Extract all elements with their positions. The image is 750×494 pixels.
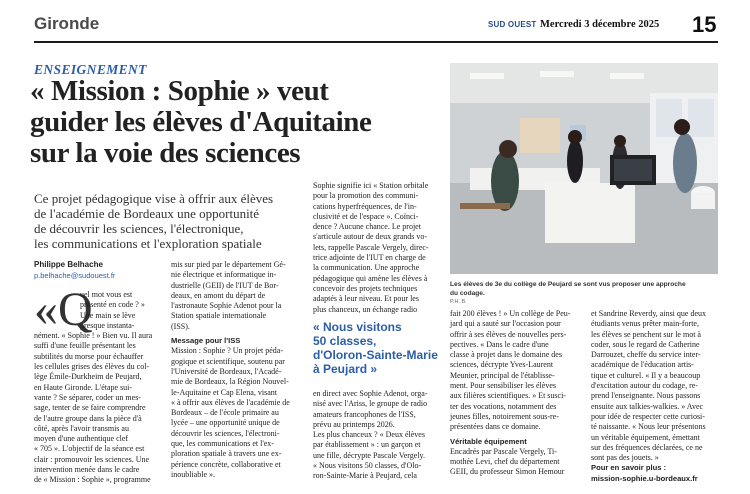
article-lede xyxy=(34,191,324,251)
body-line: Darrouzet, cheffe du service inter- xyxy=(591,350,701,360)
body-line: nément. « Sophie ! » Bien vu. Il aura xyxy=(34,331,153,341)
body-line: mie de Bordeaux, la Région Nouvel- xyxy=(171,377,289,387)
body-column-3 xyxy=(313,181,443,315)
body-line: dustrielle (GEII) de l'IUT de Bor- xyxy=(171,280,279,290)
body-line: vante ? Se séparer, coder un mes- xyxy=(34,392,141,402)
photo-credit: P.H. B. xyxy=(450,299,467,305)
body-line: prévu au printemps 2026. xyxy=(313,419,395,429)
body-line: clusivité et de l'espace ». Coïnci- xyxy=(313,211,419,221)
body-line: jeunes filles, notoirement sous-re- xyxy=(450,411,559,421)
body-line: pectives. « Dans le cadre d'une xyxy=(450,339,549,349)
author-name: Philippe Belhache xyxy=(34,260,103,269)
body-line: mis sur pied par le département Gé- xyxy=(171,260,286,269)
body-line: Encadrés par Pascale Vergely, Ti- xyxy=(450,446,557,456)
author-email[interactable]: p.belhache@sudouest.fr xyxy=(34,271,116,280)
body-line: « Nous visitons 50 classes, d'Olo- xyxy=(313,461,422,471)
pull-quote-line: 50 classes, xyxy=(313,334,377,348)
body-line: sage, tenter de se faire comprendre xyxy=(34,403,146,413)
drop-cap: «Q xyxy=(34,283,93,336)
headline-line: « Mission : Sophie » veut xyxy=(30,75,329,107)
body-line: prend l'enseignante. Nous passons xyxy=(591,391,701,401)
body-line: les cellules grises des élèves du col- xyxy=(34,362,150,372)
body-line: une fille, décrypte Pascale Vergely. xyxy=(313,450,426,460)
photo-caption xyxy=(450,280,718,307)
body-line: nie électrique et informatique in- xyxy=(171,270,277,280)
body-line: jard qui a sauté sur l'occasion pour xyxy=(450,319,561,329)
body-line: un véritable équipement, émettant xyxy=(591,432,700,442)
body-line: aux filières scientifiques. » Et susci- xyxy=(450,391,566,401)
body-column-1 xyxy=(34,290,164,486)
body-line: Sophie signifie ici « Station orbitale xyxy=(313,181,429,190)
body-line: de « Mission : Sophie », programme xyxy=(34,475,151,485)
body-line: découvrir les sciences, l'électroni- xyxy=(171,428,280,438)
body-line: clair : promouvoir les sciences. Une xyxy=(34,454,150,464)
body-line: suffi d'une feuille présentant les xyxy=(34,341,136,351)
body-line: ter des vocations, notamment des xyxy=(450,401,557,411)
body-line: ensuite aux talkies-walkies. » Avec xyxy=(591,401,704,411)
body-line: lets, rappelle Pascale Vergely, direc- xyxy=(313,242,429,252)
body-line: sur des fréquences déclarées, ce ne xyxy=(591,442,703,452)
body-line: « 705 ». L'objectif de la séance est xyxy=(34,444,145,454)
body-line: périence concrète, collaborative et xyxy=(171,459,281,469)
caption-line: du codage. P.H. B. xyxy=(450,289,718,307)
classroom-photo xyxy=(450,63,718,274)
body-line: coder, sous le regard de Catherine xyxy=(591,339,700,349)
page-number: 15 xyxy=(692,12,717,37)
body-line: académique de l'éducation artis- xyxy=(591,360,694,370)
section-name: Gironde xyxy=(34,14,100,33)
body-line: gogique et scientifique, soutenu par xyxy=(171,356,285,366)
body-line: mothée Levi, chef du département xyxy=(450,457,560,467)
body-line: lège Émile-Durkheim de Peujard, xyxy=(34,372,142,382)
body-line: pour idée de respecter cette curiosi- xyxy=(591,411,705,421)
body-line: lycée – une opportunité unique de xyxy=(171,418,280,428)
caption-line: Les élèves de 3e du collège de Peujard se sont vus proposer une approche xyxy=(450,281,686,288)
body-line: ron-Sainte-Marie à Peujard, cela xyxy=(313,471,417,481)
pull-quote xyxy=(313,320,443,376)
article-headline xyxy=(30,76,450,169)
more-info-label: Pour en savoir plus : xyxy=(591,463,667,473)
pull-quote-line: d'Oloron-Sainte-Marie xyxy=(313,348,438,362)
body-line: ment. Pour sensibiliser les élèves xyxy=(450,381,556,391)
body-line: Bordeaux – de l'école primaire au xyxy=(171,408,279,418)
lede-line: de découvrir les sciences, l'électronique, xyxy=(34,221,244,236)
body-line: l'astronaute Sophie Adenot pour la xyxy=(171,301,282,311)
body-line: té naissante. « Nous leur présentons xyxy=(591,422,706,432)
body-line: inoubliable ». xyxy=(171,469,215,479)
body-line: Mission : Sophie ? Un projet péda- xyxy=(171,346,283,356)
body-line: sont pas des jouets. » xyxy=(591,453,659,463)
body-line: Une main se lève xyxy=(80,310,136,320)
body-line: l'Université de Bordeaux, l'Acadé- xyxy=(171,366,282,376)
body-line: Station spatiale internationale xyxy=(171,311,267,321)
body-line: plus chanceux, un échange radio xyxy=(313,304,418,314)
body-column-4 xyxy=(450,309,586,478)
lede-line: de l'académie de Bordeaux une opportunité xyxy=(34,206,260,221)
body-line: et Sandrine Reverdy, ainsi que deux xyxy=(591,309,707,318)
body-line: deaux, en amont du départ de xyxy=(171,290,266,300)
body-line: en direct avec Sophie Adenot, orga- xyxy=(313,389,428,398)
subheading: Véritable équipement xyxy=(450,436,527,446)
body-line: nisé avec l'Ariss, le groupe de radio xyxy=(313,399,428,409)
body-line: d'excitation autour du codage, re- xyxy=(591,381,698,391)
body-column-2 xyxy=(171,260,303,480)
body-line: « à offrir aux élèves de l'académie de xyxy=(171,397,290,407)
body-column-3-continued xyxy=(313,389,443,482)
lede-line: les communications et l'exploration spatiale xyxy=(34,236,262,251)
body-line: par établissement » : un garçon et xyxy=(313,440,421,450)
body-line: uel mot vous est xyxy=(80,290,133,299)
body-line: Les plus chanceux ? « Deux élèves xyxy=(313,430,425,440)
body-line: intervention menée dans le cadre xyxy=(34,465,140,475)
body-line: fait 200 élèves ! » Un collège de Peu- xyxy=(450,309,571,318)
body-line: étudiants venus prêter main-forte, xyxy=(591,319,699,329)
body-line: côté, après l'avoir transmis au xyxy=(34,423,129,433)
article-kicker: ENSEIGNEMENT xyxy=(34,62,147,77)
body-line: amateurs francophones de l'ISS, xyxy=(313,409,416,419)
more-info-link[interactable]: mission-sophie.u-bordeaux.fr xyxy=(591,473,698,483)
body-line: que, les communications et l'ex- xyxy=(171,439,274,449)
body-column-5 xyxy=(591,309,719,484)
body-line: sciences, décrypte Yves-Laurent xyxy=(450,360,554,370)
body-line: les élèves se penchent sur le mot à xyxy=(591,329,701,339)
body-line: offrir à ses élèves de nouvelles pers- xyxy=(450,329,567,339)
body-line: concevoir des projets techniques xyxy=(313,283,418,293)
article-photo xyxy=(450,63,718,274)
pull-quote-line: « Nous visitons xyxy=(313,320,402,334)
body-line: moyen d'une authentique clef xyxy=(34,434,129,444)
body-line: GEII, du professeur Simon Hemour xyxy=(450,467,565,477)
body-line: (ISS). xyxy=(171,321,190,331)
body-line: s'articule autour de deux grands vo- xyxy=(313,232,428,242)
body-line: trice adjointe de l'IUT en charge de xyxy=(313,253,426,263)
body-line: presque instanta- xyxy=(80,320,135,330)
body-line: présenté en code ? » xyxy=(80,300,145,310)
body-line: adaptés à leur niveau. Et pour les xyxy=(313,294,419,304)
pull-quote-line: à Peujard » xyxy=(313,362,378,376)
body-line: tique et culturel. « Il y a beaucoup xyxy=(591,370,701,380)
body-line: classe à projet dans le domaine des xyxy=(450,350,562,360)
body-line: de l'autre groupe dans la pièce d'à xyxy=(34,413,142,423)
body-line: pour la promotion des communi- xyxy=(313,191,419,201)
body-line: présentées dans ce domaine. xyxy=(450,422,541,432)
headline-line: guider les élèves d'Aquitaine xyxy=(30,106,372,138)
body-line: le-Aquitaine et Cap Elena, visant xyxy=(171,387,277,397)
headline-line: sur la voie des sciences xyxy=(30,137,301,169)
body-line: dence ? Aucune chance. Le projet xyxy=(313,222,421,232)
subheading: Message pour l'ISS xyxy=(171,336,241,346)
lede-line: Ce projet pédagogique vise à offrir aux élèves xyxy=(34,191,274,206)
body-line: la communication. Une approche xyxy=(313,263,420,273)
body-line: Meunier, principal de l'établisse- xyxy=(450,370,555,380)
masthead-rule xyxy=(34,41,718,43)
issue-date: Mercredi 3 décembre 2025 xyxy=(540,19,660,30)
newspaper-name: SUD OUEST xyxy=(488,20,537,29)
body-line: ploration spatiale à travers une ex- xyxy=(171,449,282,459)
body-line: subtilités du morse pour échauffer xyxy=(34,351,144,361)
body-line: cations hyperfréquences, de l'in- xyxy=(313,201,417,211)
body-line: en Haute Gironde. L'étape sui- xyxy=(34,382,133,392)
body-line: pédagogique qui amène les élèves à xyxy=(313,273,428,283)
